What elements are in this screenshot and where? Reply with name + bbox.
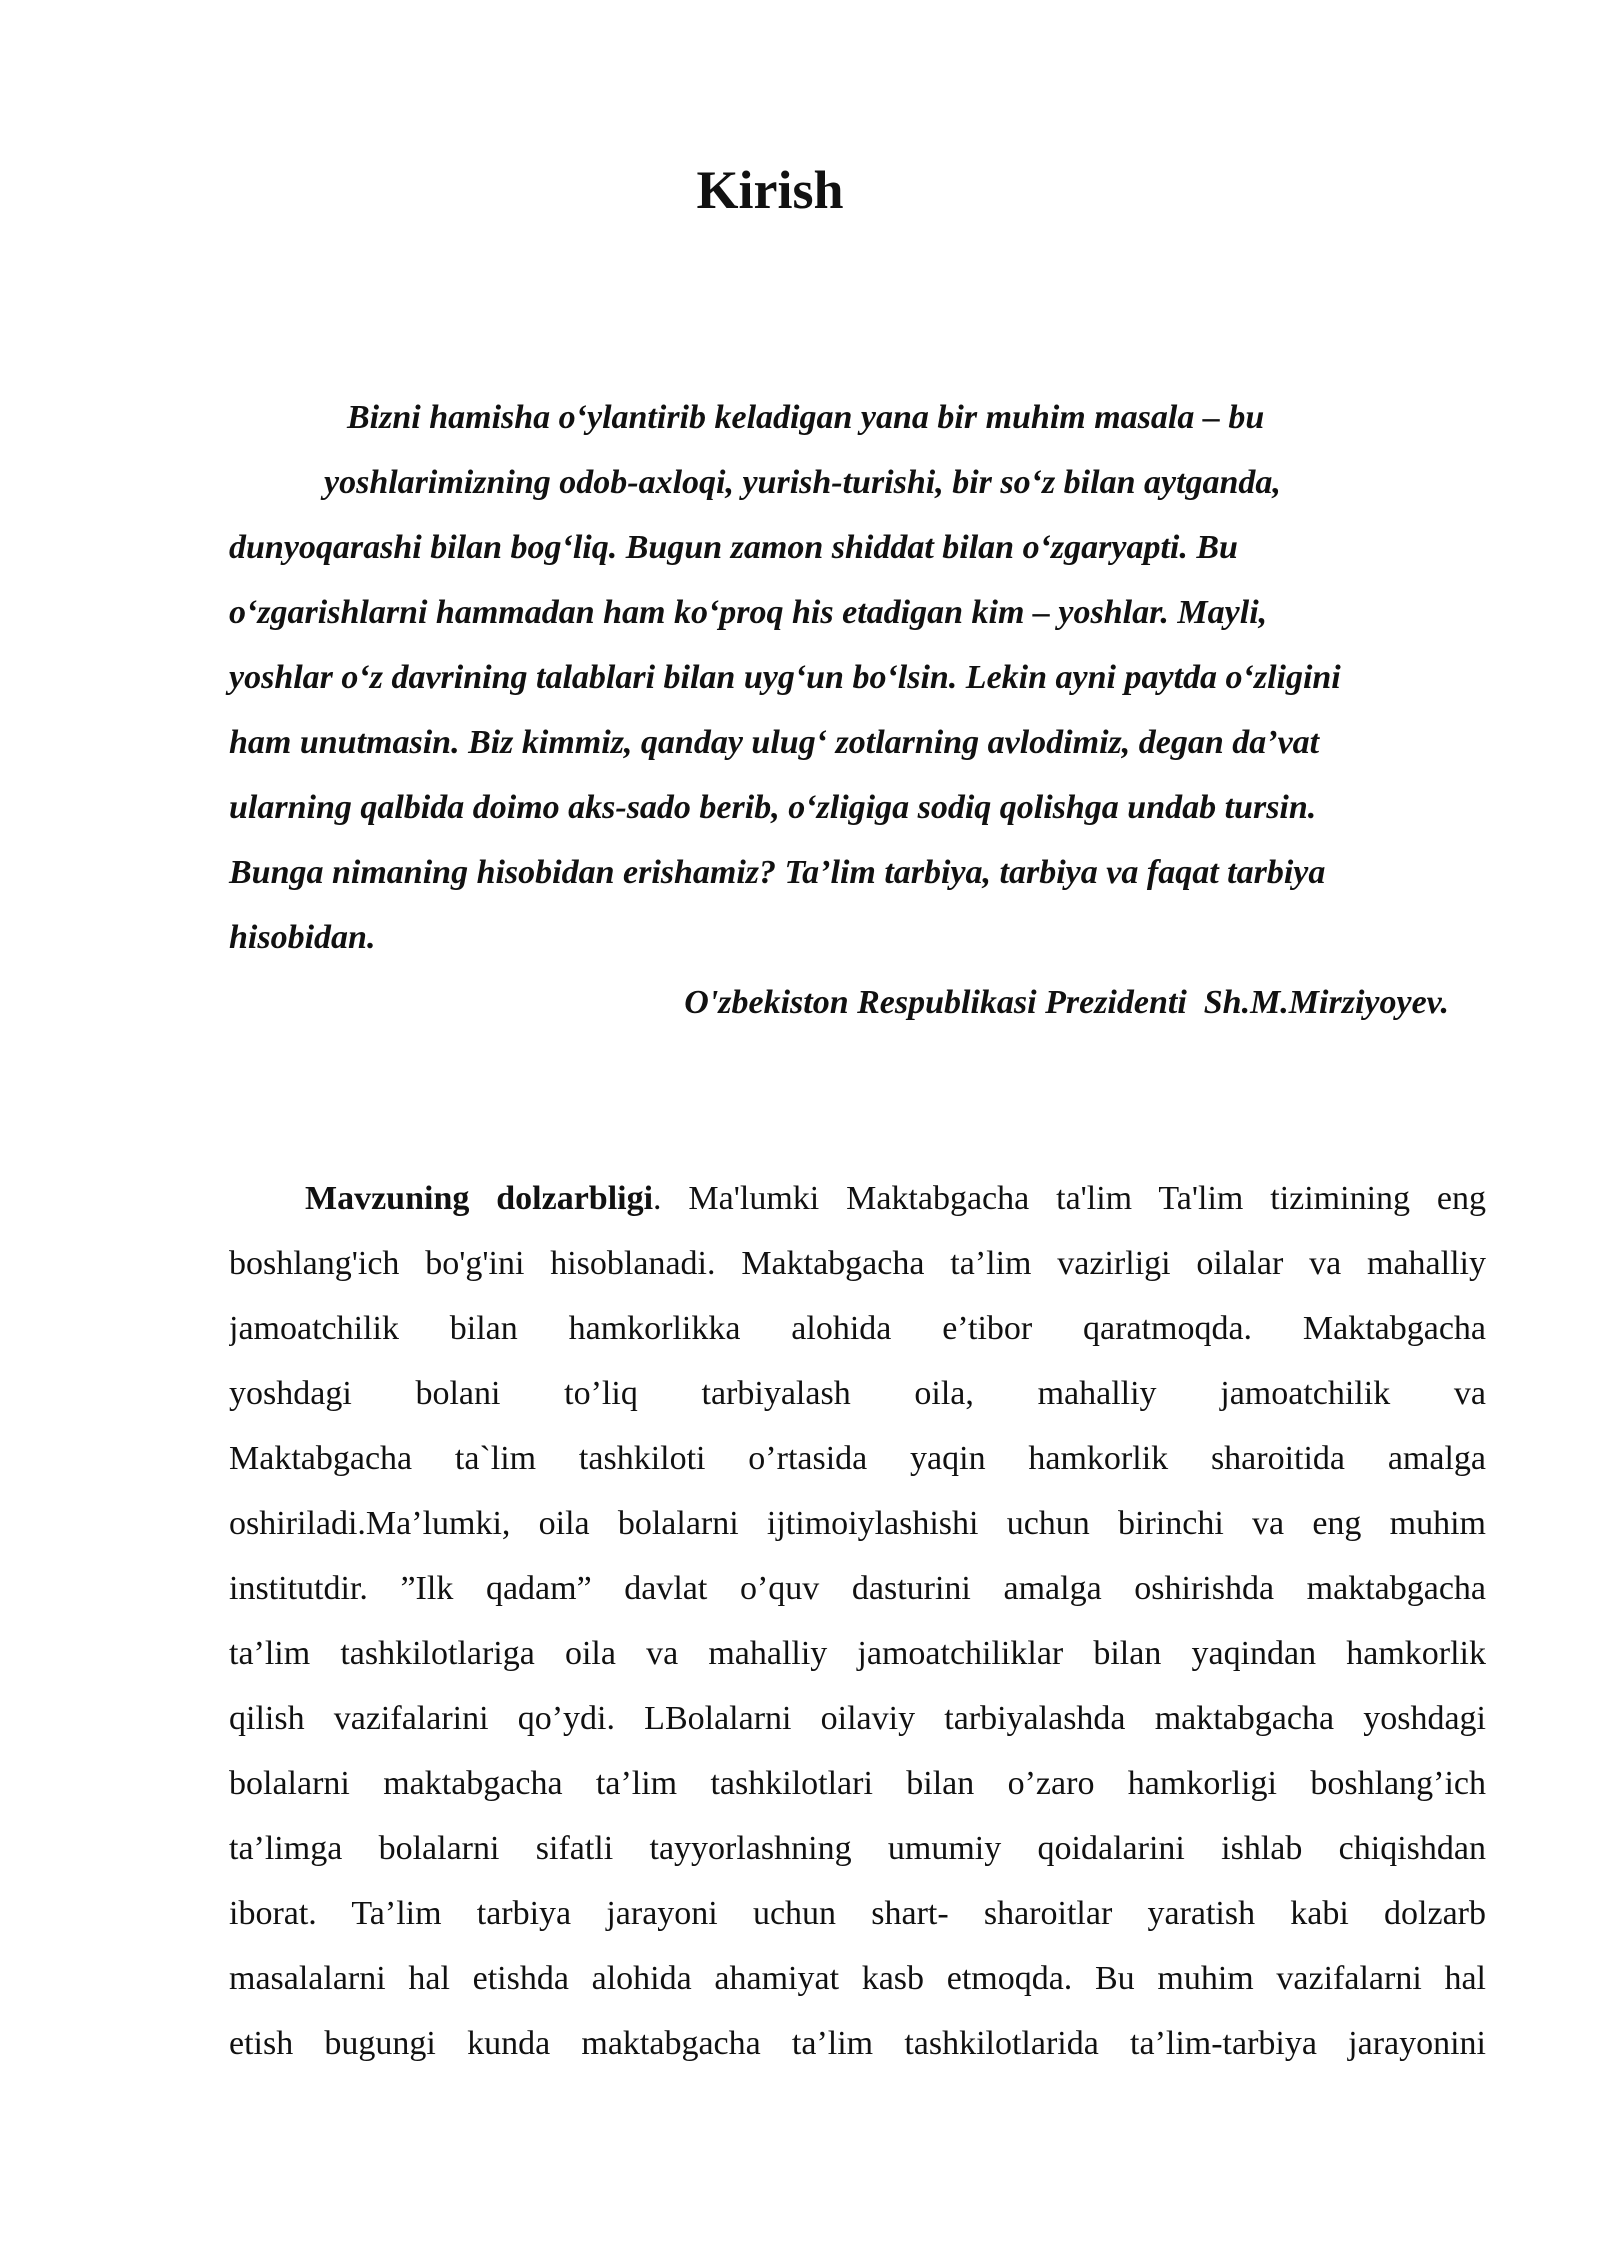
section-body	[229, 1166, 1486, 2076]
section-lead: Mavzuning dolzarbligi	[305, 1180, 654, 1217]
epigraph-line: yoshlar o‘z davrining talablari bilan uyg‘un bo‘lsin. Lekin ayni paytda o‘zligini	[229, 659, 1341, 696]
paragraph-line: jamoatchilik bilan hamkorlikka alohida e’tibor qaratmoqda. Maktabgacha	[229, 1310, 1486, 1347]
paragraph-line: etish bugungi kunda maktabgacha ta’lim tashkilotlarida ta’lim-tarbiya jarayonini	[229, 2025, 1486, 2062]
epigraph-signature: O'zbekiston Respublikasi Prezidenti Sh.M.Mirziyoyev.	[684, 984, 1449, 1021]
epigraph-line: ularning qalbida doimo aks-sado berib, o‘zligiga sodiq qolishga undab tursin.	[229, 789, 1317, 826]
paragraph-line: boshlang'ich bo'g'ini hisoblanadi. Maktabgacha ta’lim vazirligi oilalar va mahalliy	[229, 1245, 1486, 1282]
paragraph-line: masalalarni hal etishda alohida ahamiyat kasb etmoqda. Bu muhim vazifalarni hal	[229, 1960, 1486, 1997]
epigraph-line: ham unutmasin. Biz kimmiz, qanday ulug‘ zotlarning avlodimiz, degan da’vat	[229, 724, 1320, 761]
paragraph-line: ta’lim tashkilotlariga oila va mahalliy jamoatchiliklar bilan yaqindan hamkorlik	[229, 1635, 1486, 1672]
paragraph-text: . Ma'lumki Maktabgacha ta'lim Ta'lim tizimining eng	[653, 1180, 1486, 1217]
epigraph-line: hisobidan.	[229, 919, 376, 956]
paragraph-line: institutdir. ”Ilk qadam” davlat o’quv dasturini amalga oshirishda maktabgacha	[229, 1570, 1486, 1607]
epigraph	[229, 385, 1459, 1035]
epigraph-line: Bizni hamisha o‘ylantirib keladigan yana bir muhim masala – bu	[347, 399, 1265, 436]
paragraph-line: ta’limga bolalarni sifatli tayyorlashning umumiy qoidalarini ishlab chiqishdan	[229, 1830, 1486, 1867]
paragraph-line: Maktabgacha ta`lim tashkiloti o’rtasida yaqin hamkorlik sharoitida amalga	[229, 1440, 1486, 1477]
epigraph-line: o‘zgarishlarni hammadan ham ko‘proq his etadigan kim – yoshlar. Mayli,	[229, 594, 1268, 631]
epigraph-line: yoshlarimizning odob-axloqi, yurish-turishi, bir so‘z bilan aytganda,	[324, 464, 1281, 501]
paragraph-line: oshiriladi.Ma’lumki, oila bolalarni ijtimoiylashishi uchun birinchi va eng muhim	[229, 1505, 1486, 1542]
epigraph-line: dunyoqarashi bilan bog‘liq. Bugun zamon shiddat bilan o‘zgaryapti. Bu	[229, 529, 1238, 566]
paragraph-line: qilish vazifalarini qo’ydi. LBolalarni oilaviy tarbiyalashda maktabgacha yoshdagi	[229, 1700, 1486, 1737]
page-title: Kirish	[696, 160, 844, 220]
paragraph-line: iborat. Ta’lim tarbiya jarayoni uchun shart- sharoitlar yaratish kabi dolzarb	[229, 1895, 1486, 1932]
epigraph-line: Bunga nimaning hisobidan erishamiz? Ta’lim tarbiya, tarbiya va faqat tarbiya	[229, 854, 1326, 891]
paragraph-line: bolalarni maktabgacha ta’lim tashkilotlari bilan o’zaro hamkorligi boshlang’ich	[229, 1765, 1486, 1802]
paragraph-line: yoshdagi bolani to’liq tarbiyalash oila, mahalliy jamoatchilik va	[229, 1375, 1486, 1412]
paragraph-line	[229, 1166, 1486, 1231]
